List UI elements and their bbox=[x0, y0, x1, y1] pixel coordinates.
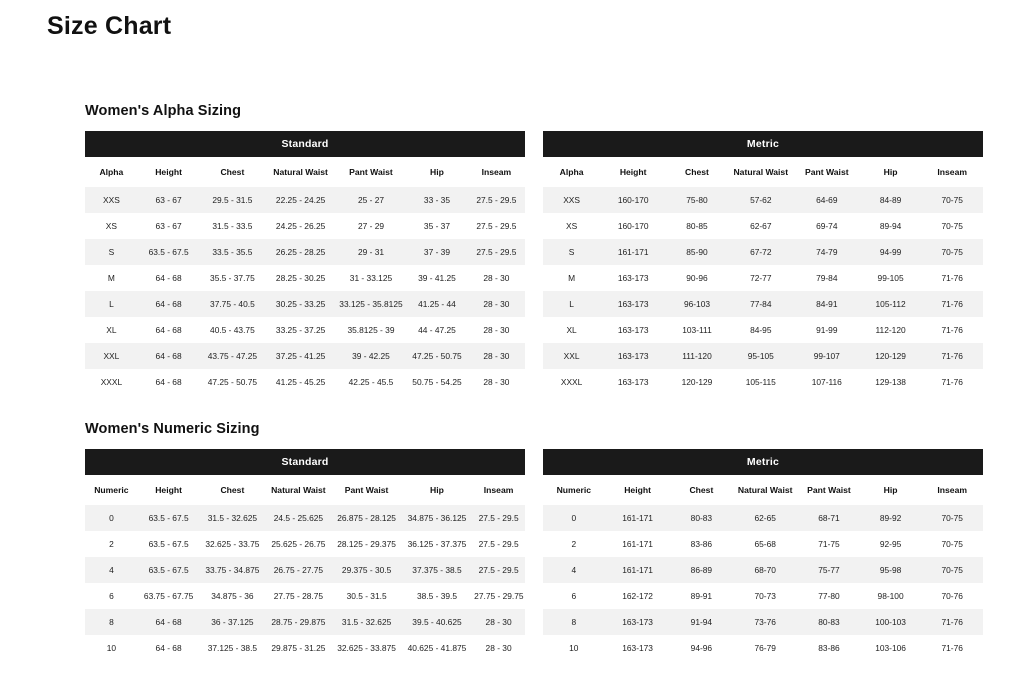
cell: XS bbox=[543, 213, 600, 239]
cell: 92-95 bbox=[860, 531, 922, 557]
alpha-metric-table bbox=[543, 157, 983, 395]
cell: 27.75 - 29.75 bbox=[472, 583, 525, 609]
cell: 85-90 bbox=[666, 239, 728, 265]
cell: 28 - 30 bbox=[472, 609, 525, 635]
table-header-row bbox=[85, 475, 525, 505]
cell: 40.625 - 41.875 bbox=[402, 635, 472, 661]
cell: 163-173 bbox=[600, 343, 666, 369]
cell: 28 - 30 bbox=[468, 265, 525, 291]
cell: 29 - 31 bbox=[336, 239, 406, 265]
table-row bbox=[85, 213, 525, 239]
cell: 27.5 - 29.5 bbox=[472, 531, 525, 557]
col-header: Hip bbox=[860, 475, 922, 505]
table-row bbox=[543, 609, 983, 635]
cell: L bbox=[543, 291, 600, 317]
cell: 41.25 - 44 bbox=[406, 291, 468, 317]
cell: 70-75 bbox=[921, 531, 983, 557]
cell: XXS bbox=[85, 187, 138, 213]
col-header: Hip bbox=[402, 475, 472, 505]
cell: 64 - 68 bbox=[138, 317, 200, 343]
col-header: Pant Waist bbox=[336, 157, 406, 187]
col-header: Hip bbox=[406, 157, 468, 187]
cell: XXL bbox=[543, 343, 600, 369]
cell: 160-170 bbox=[600, 187, 666, 213]
cell: 35 - 37 bbox=[406, 213, 468, 239]
cell: 64 - 68 bbox=[138, 343, 200, 369]
cell: 27.75 - 28.75 bbox=[265, 583, 331, 609]
cell: 27.5 - 29.5 bbox=[472, 505, 525, 531]
numeric-standard-caption: Standard bbox=[85, 449, 525, 475]
cell: 89-91 bbox=[671, 583, 733, 609]
cell: 71-76 bbox=[921, 343, 983, 369]
cell: 62-65 bbox=[732, 505, 798, 531]
cell: 96-103 bbox=[666, 291, 728, 317]
cell: 70-75 bbox=[921, 213, 983, 239]
cell: 32.625 - 33.875 bbox=[331, 635, 401, 661]
cell: 28 - 30 bbox=[468, 291, 525, 317]
alpha-standard-table-wrap bbox=[85, 131, 525, 395]
cell: 24.5 - 25.625 bbox=[265, 505, 331, 531]
cell: 71-76 bbox=[921, 317, 983, 343]
cell: 70-75 bbox=[921, 505, 983, 531]
cell: 84-89 bbox=[860, 187, 922, 213]
table-row bbox=[85, 635, 525, 661]
cell: 40.5 - 43.75 bbox=[199, 317, 265, 343]
table-row bbox=[543, 505, 983, 531]
cell: 27.5 - 29.5 bbox=[468, 213, 525, 239]
table-row bbox=[85, 239, 525, 265]
cell: 105-115 bbox=[728, 369, 794, 395]
cell: 163-173 bbox=[600, 291, 666, 317]
cell: 71-76 bbox=[921, 635, 983, 661]
cell: 26.25 - 28.25 bbox=[265, 239, 335, 265]
col-header: Numeric bbox=[543, 475, 605, 505]
numeric-tables-row bbox=[85, 449, 985, 661]
col-header: Chest bbox=[199, 157, 265, 187]
col-header: Numeric bbox=[85, 475, 138, 505]
cell: 36.125 - 37.375 bbox=[402, 531, 472, 557]
table-row bbox=[543, 343, 983, 369]
cell: 64 - 68 bbox=[138, 265, 200, 291]
cell: 33 - 35 bbox=[406, 187, 468, 213]
cell: 91-94 bbox=[671, 609, 733, 635]
cell: 28 - 30 bbox=[468, 369, 525, 395]
cell: 28.125 - 29.375 bbox=[331, 531, 401, 557]
cell: L bbox=[85, 291, 138, 317]
cell: 72-77 bbox=[728, 265, 794, 291]
cell: 70-73 bbox=[732, 583, 798, 609]
cell: 84-95 bbox=[728, 317, 794, 343]
col-header: Pant Waist bbox=[798, 475, 860, 505]
cell: 64 - 68 bbox=[138, 369, 200, 395]
cell: 29.375 - 30.5 bbox=[331, 557, 401, 583]
cell: 30.25 - 33.25 bbox=[265, 291, 335, 317]
cell: 94-99 bbox=[860, 239, 922, 265]
cell: 0 bbox=[85, 505, 138, 531]
cell: 6 bbox=[85, 583, 138, 609]
col-header: Chest bbox=[666, 157, 728, 187]
table-header-row bbox=[85, 157, 525, 187]
cell: 37.25 - 41.25 bbox=[265, 343, 335, 369]
cell: 105-112 bbox=[860, 291, 922, 317]
cell: 64 - 68 bbox=[138, 635, 200, 661]
table-row bbox=[543, 187, 983, 213]
cell: 71-76 bbox=[921, 609, 983, 635]
cell: S bbox=[85, 239, 138, 265]
cell: 38.5 - 39.5 bbox=[402, 583, 472, 609]
cell: 28 - 30 bbox=[472, 635, 525, 661]
cell: 4 bbox=[543, 557, 605, 583]
cell: 86-89 bbox=[671, 557, 733, 583]
cell: 67-72 bbox=[728, 239, 794, 265]
cell: 47.25 - 50.75 bbox=[199, 369, 265, 395]
cell: 22.25 - 24.25 bbox=[265, 187, 335, 213]
cell: 10 bbox=[543, 635, 605, 661]
cell: 50.75 - 54.25 bbox=[406, 369, 468, 395]
cell: 63 - 67 bbox=[138, 187, 200, 213]
cell: 63 - 67 bbox=[138, 213, 200, 239]
table-row bbox=[543, 557, 983, 583]
cell: 57-62 bbox=[728, 187, 794, 213]
table-row bbox=[543, 583, 983, 609]
cell: XXXL bbox=[543, 369, 600, 395]
cell: XL bbox=[543, 317, 600, 343]
cell: 63.5 - 67.5 bbox=[138, 505, 200, 531]
alpha-standard-caption: Standard bbox=[85, 131, 525, 157]
cell: 34.875 - 36 bbox=[199, 583, 265, 609]
col-header: Pant Waist bbox=[794, 157, 860, 187]
col-header: Hip bbox=[860, 157, 922, 187]
table-row bbox=[85, 505, 525, 531]
table-row bbox=[85, 187, 525, 213]
cell: 43.75 - 47.25 bbox=[199, 343, 265, 369]
cell: 71-76 bbox=[921, 369, 983, 395]
col-header: Chest bbox=[199, 475, 265, 505]
table-row bbox=[85, 265, 525, 291]
cell: 64 - 68 bbox=[138, 291, 200, 317]
col-header: Inseam bbox=[468, 157, 525, 187]
cell: S bbox=[543, 239, 600, 265]
cell: 76-79 bbox=[732, 635, 798, 661]
table-row bbox=[85, 531, 525, 557]
cell: 80-85 bbox=[666, 213, 728, 239]
cell: 2 bbox=[543, 531, 605, 557]
cell: 63.5 - 67.5 bbox=[138, 557, 200, 583]
table-row bbox=[85, 609, 525, 635]
col-header: Height bbox=[600, 157, 666, 187]
numeric-standard-table-wrap bbox=[85, 449, 525, 661]
cell: 120-129 bbox=[860, 343, 922, 369]
cell: 31.5 - 33.5 bbox=[199, 213, 265, 239]
cell: 26.875 - 28.125 bbox=[331, 505, 401, 531]
section-title-numeric: Women's Numeric Sizing bbox=[85, 421, 260, 437]
cell: 89-92 bbox=[860, 505, 922, 531]
table-row bbox=[85, 291, 525, 317]
cell: 103-111 bbox=[666, 317, 728, 343]
alpha-standard-table bbox=[85, 157, 525, 395]
col-header: Natural Waist bbox=[732, 475, 798, 505]
cell: 44 - 47.25 bbox=[406, 317, 468, 343]
cell: 103-106 bbox=[860, 635, 922, 661]
section-numeric-sizing bbox=[85, 421, 985, 661]
cell: 42.25 - 45.5 bbox=[336, 369, 406, 395]
cell: 68-71 bbox=[798, 505, 860, 531]
cell: 107-116 bbox=[794, 369, 860, 395]
cell: 84-91 bbox=[794, 291, 860, 317]
cell: 71-75 bbox=[798, 531, 860, 557]
cell: 33.75 - 34.875 bbox=[199, 557, 265, 583]
col-header: Natural Waist bbox=[265, 475, 331, 505]
cell: M bbox=[543, 265, 600, 291]
cell: 112-120 bbox=[860, 317, 922, 343]
table-row bbox=[543, 369, 983, 395]
cell: 163-173 bbox=[600, 317, 666, 343]
cell: 36 - 37.125 bbox=[199, 609, 265, 635]
col-header: Alpha bbox=[85, 157, 138, 187]
alpha-tables-row bbox=[85, 131, 985, 395]
numeric-metric-caption: Metric bbox=[543, 449, 983, 475]
cell: 65-68 bbox=[732, 531, 798, 557]
col-header: Height bbox=[138, 475, 200, 505]
cell: 35.5 - 37.75 bbox=[199, 265, 265, 291]
col-header: Natural Waist bbox=[265, 157, 335, 187]
cell: 162-172 bbox=[605, 583, 671, 609]
cell: 83-86 bbox=[671, 531, 733, 557]
cell: 28.25 - 30.25 bbox=[265, 265, 335, 291]
cell: 75-80 bbox=[666, 187, 728, 213]
cell: 27 - 29 bbox=[336, 213, 406, 239]
cell: 35.8125 - 39 bbox=[336, 317, 406, 343]
cell: 91-99 bbox=[794, 317, 860, 343]
cell: 30.5 - 31.5 bbox=[331, 583, 401, 609]
cell: 31.5 - 32.625 bbox=[331, 609, 401, 635]
cell: 75-77 bbox=[798, 557, 860, 583]
cell: 31.5 - 32.625 bbox=[199, 505, 265, 531]
cell: 89-94 bbox=[860, 213, 922, 239]
cell: 32.625 - 33.75 bbox=[199, 531, 265, 557]
cell: 0 bbox=[543, 505, 605, 531]
cell: XXL bbox=[85, 343, 138, 369]
cell: 33.5 - 35.5 bbox=[199, 239, 265, 265]
numeric-metric-table bbox=[543, 475, 983, 661]
cell: 77-80 bbox=[798, 583, 860, 609]
cell: 28 - 30 bbox=[468, 317, 525, 343]
cell: 39 - 42.25 bbox=[336, 343, 406, 369]
alpha-metric-table-wrap bbox=[543, 131, 983, 395]
cell: 24.25 - 26.25 bbox=[265, 213, 335, 239]
col-header: Alpha bbox=[543, 157, 600, 187]
cell: 70-75 bbox=[921, 239, 983, 265]
cell: XXXL bbox=[85, 369, 138, 395]
cell: 37 - 39 bbox=[406, 239, 468, 265]
cell: 25.625 - 26.75 bbox=[265, 531, 331, 557]
cell: 8 bbox=[543, 609, 605, 635]
cell: 37.125 - 38.5 bbox=[199, 635, 265, 661]
cell: 8 bbox=[85, 609, 138, 635]
cell: 39.5 - 40.625 bbox=[402, 609, 472, 635]
table-header-row bbox=[543, 157, 983, 187]
cell: 63.5 - 67.5 bbox=[138, 531, 200, 557]
table-header-row bbox=[543, 475, 983, 505]
table-row bbox=[85, 583, 525, 609]
cell: 80-83 bbox=[798, 609, 860, 635]
cell: 80-83 bbox=[671, 505, 733, 531]
cell: 69-74 bbox=[794, 213, 860, 239]
col-header: Inseam bbox=[472, 475, 525, 505]
cell: 63.5 - 67.5 bbox=[138, 239, 200, 265]
table-row bbox=[85, 317, 525, 343]
cell: 100-103 bbox=[860, 609, 922, 635]
cell: 120-129 bbox=[666, 369, 728, 395]
cell: 163-173 bbox=[605, 635, 671, 661]
col-header: Height bbox=[605, 475, 671, 505]
page-title: Size Chart bbox=[47, 12, 172, 40]
cell: 29.5 - 31.5 bbox=[199, 187, 265, 213]
cell: 4 bbox=[85, 557, 138, 583]
cell: 47.25 - 50.75 bbox=[406, 343, 468, 369]
cell: 77-84 bbox=[728, 291, 794, 317]
col-header: Pant Waist bbox=[331, 475, 401, 505]
numeric-standard-table bbox=[85, 475, 525, 661]
cell: 70-75 bbox=[921, 187, 983, 213]
cell: 2 bbox=[85, 531, 138, 557]
cell: 95-105 bbox=[728, 343, 794, 369]
cell: 99-105 bbox=[860, 265, 922, 291]
table-row bbox=[85, 343, 525, 369]
table-row bbox=[543, 317, 983, 343]
cell: 31 - 33.125 bbox=[336, 265, 406, 291]
table-row bbox=[85, 557, 525, 583]
cell: 83-86 bbox=[798, 635, 860, 661]
col-header: Inseam bbox=[921, 475, 983, 505]
table-row bbox=[543, 291, 983, 317]
cell: 6 bbox=[543, 583, 605, 609]
cell: 73-76 bbox=[732, 609, 798, 635]
col-header: Height bbox=[138, 157, 200, 187]
cell: 37.375 - 38.5 bbox=[402, 557, 472, 583]
cell: 68-70 bbox=[732, 557, 798, 583]
cell: 27.5 - 29.5 bbox=[468, 239, 525, 265]
cell: 161-171 bbox=[605, 505, 671, 531]
alpha-metric-caption: Metric bbox=[543, 131, 983, 157]
cell: 27.5 - 29.5 bbox=[468, 187, 525, 213]
cell: 71-76 bbox=[921, 265, 983, 291]
cell: 111-120 bbox=[666, 343, 728, 369]
cell: 10 bbox=[85, 635, 138, 661]
cell: 90-96 bbox=[666, 265, 728, 291]
col-header: Chest bbox=[671, 475, 733, 505]
section-title-alpha: Women's Alpha Sizing bbox=[85, 103, 242, 119]
table-row bbox=[543, 265, 983, 291]
cell: 163-173 bbox=[605, 609, 671, 635]
cell: 98-100 bbox=[860, 583, 922, 609]
cell: 63.75 - 67.75 bbox=[138, 583, 200, 609]
cell: 94-96 bbox=[671, 635, 733, 661]
cell: XS bbox=[85, 213, 138, 239]
table-row bbox=[85, 369, 525, 395]
cell: 74-79 bbox=[794, 239, 860, 265]
cell: 39 - 41.25 bbox=[406, 265, 468, 291]
numeric-metric-table-wrap bbox=[543, 449, 983, 661]
cell: 95-98 bbox=[860, 557, 922, 583]
col-header: Natural Waist bbox=[728, 157, 794, 187]
cell: 27.5 - 29.5 bbox=[472, 557, 525, 583]
cell: 34.875 - 36.125 bbox=[402, 505, 472, 531]
cell: 62-67 bbox=[728, 213, 794, 239]
cell: XXS bbox=[543, 187, 600, 213]
cell: 129-138 bbox=[860, 369, 922, 395]
cell: 28 - 30 bbox=[468, 343, 525, 369]
cell: 163-173 bbox=[600, 369, 666, 395]
cell: 70-76 bbox=[921, 583, 983, 609]
cell: 99-107 bbox=[794, 343, 860, 369]
cell: 28.75 - 29.875 bbox=[265, 609, 331, 635]
cell: 37.75 - 40.5 bbox=[199, 291, 265, 317]
cell: 33.125 - 35.8125 bbox=[336, 291, 406, 317]
cell: 25 - 27 bbox=[336, 187, 406, 213]
cell: 163-173 bbox=[600, 265, 666, 291]
cell: 70-75 bbox=[921, 557, 983, 583]
cell: 64-69 bbox=[794, 187, 860, 213]
col-header: Inseam bbox=[921, 157, 983, 187]
cell: 160-170 bbox=[600, 213, 666, 239]
cell: M bbox=[85, 265, 138, 291]
section-alpha-sizing bbox=[85, 103, 985, 395]
cell: 64 - 68 bbox=[138, 609, 200, 635]
cell: 161-171 bbox=[605, 531, 671, 557]
cell: 26.75 - 27.75 bbox=[265, 557, 331, 583]
table-row bbox=[543, 531, 983, 557]
cell: 29.875 - 31.25 bbox=[265, 635, 331, 661]
table-row bbox=[543, 239, 983, 265]
cell: 33.25 - 37.25 bbox=[265, 317, 335, 343]
cell: 161-171 bbox=[600, 239, 666, 265]
cell: 71-76 bbox=[921, 291, 983, 317]
table-row bbox=[543, 635, 983, 661]
cell: 41.25 - 45.25 bbox=[265, 369, 335, 395]
cell: XL bbox=[85, 317, 138, 343]
table-row bbox=[543, 213, 983, 239]
cell: 79-84 bbox=[794, 265, 860, 291]
cell: 161-171 bbox=[605, 557, 671, 583]
